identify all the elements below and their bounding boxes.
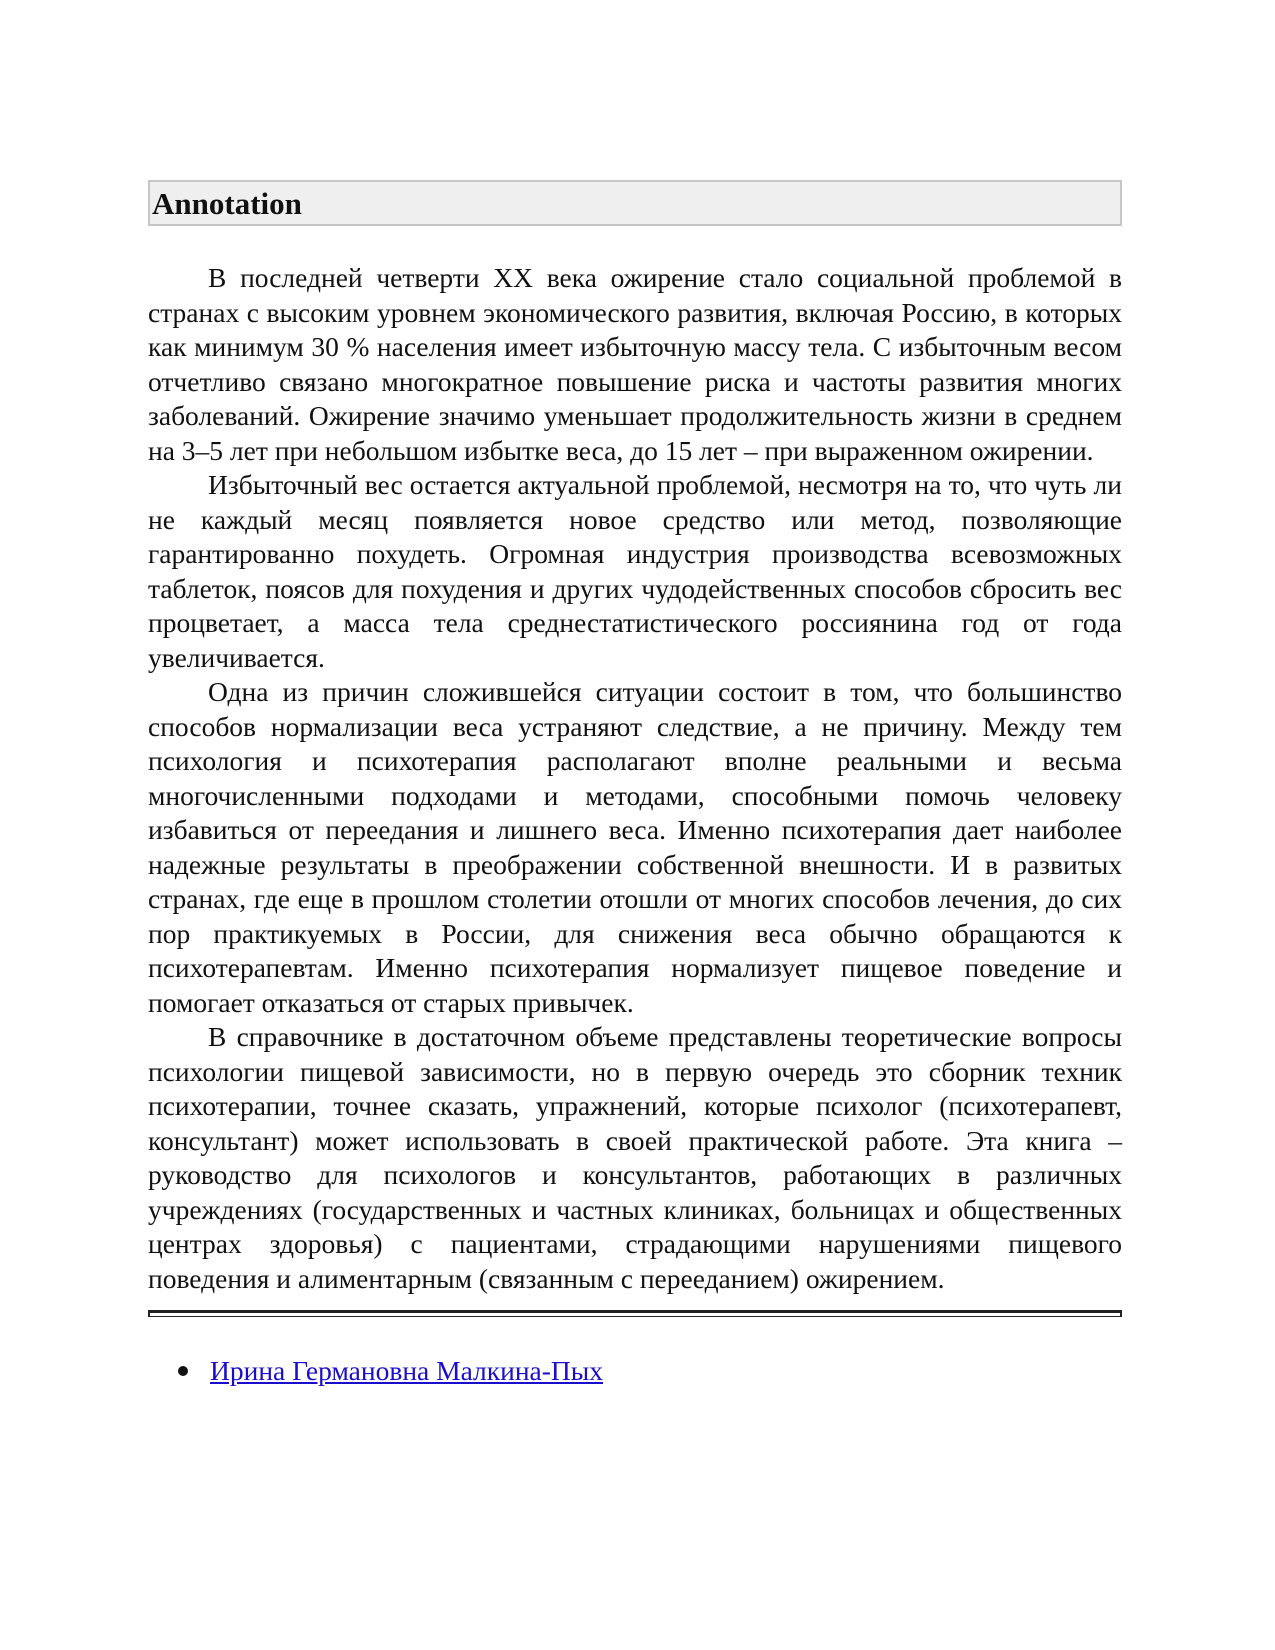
bullet-icon — [178, 1366, 188, 1376]
annotation-body — [148, 261, 1122, 1296]
author-link[interactable]: Ирина Германовна Малкина-Пых — [210, 1355, 604, 1386]
annotation-paragraph: В справочнике в достаточном объеме представлены теоретические вопросы психологии пищевой зависимости, но в первую очередь это сборник техник психотерапии, точнее сказать, упражнений, которые психолог (психотерапевт, консультант) может использовать в своей практической работе. Эта книга – руководство для психологов и консультантов, работающих в различных учреждениях (государственных и частных клиниках, больницах и общественных центрах здоровья) с пациентами, страдающими нарушениями пищевого поведения и алиментарным (связанным с перееданием) ожирением. — [148, 1021, 1122, 1294]
author-list — [148, 1353, 1122, 1389]
document-page — [148, 180, 1122, 1389]
section-divider — [148, 1310, 1122, 1317]
annotation-paragraph: Избыточный вес остается актуальной проблемой, несмотря на то, что чуть ли не каждый месяц появляется новое средство или метод, позволяющие гарантированно похудеть. Огромная индустрия производства всевозможных таблеток, поясов для похудения и других чудодейственных способов сбросить вес процветает, а масса тела среднестатистического россиянина год от года увеличивается. — [148, 469, 1122, 673]
author-list-item — [148, 1353, 1122, 1389]
annotation-heading: Annotation — [148, 180, 1122, 226]
annotation-paragraph: Одна из причин сложившейся ситуации состоит в том, что большинство способов нормализации веса устраняют следствие, а не причину. Между тем психология и психотерапия располагают вполне реальными и весьма многочисленными подходами и методами, способными помочь человеку избавиться от переедания и лишнего веса. Именно психотерапия дает наиболее надежные результаты в преображении собственной внешности. И в развитых странах, где еще в прошлом столетии отошли от многих способов лечения, до сих пор практикуемых в России, для снижения веса обычно обращаются к психотерапевтам. Именно психотерапия нормализует пищевое поведение и помогает отказаться от старых привычек. — [148, 676, 1122, 1018]
annotation-paragraph: В последней четверти XX века ожирение стало социальной проблемой в странах с высоким уровнем экономического развития, включая Россию, в которых как минимум 30 % населения имеет избыточную массу тела. С избыточным весом отчетливо связано многократное повышение риска и частоты развития многих заболеваний. Ожирение значимо уменьшает продолжительность жизни в среднем на 3–5 лет при небольшом избытке веса, до 15 лет – при выраженном ожирении. — [148, 262, 1122, 466]
